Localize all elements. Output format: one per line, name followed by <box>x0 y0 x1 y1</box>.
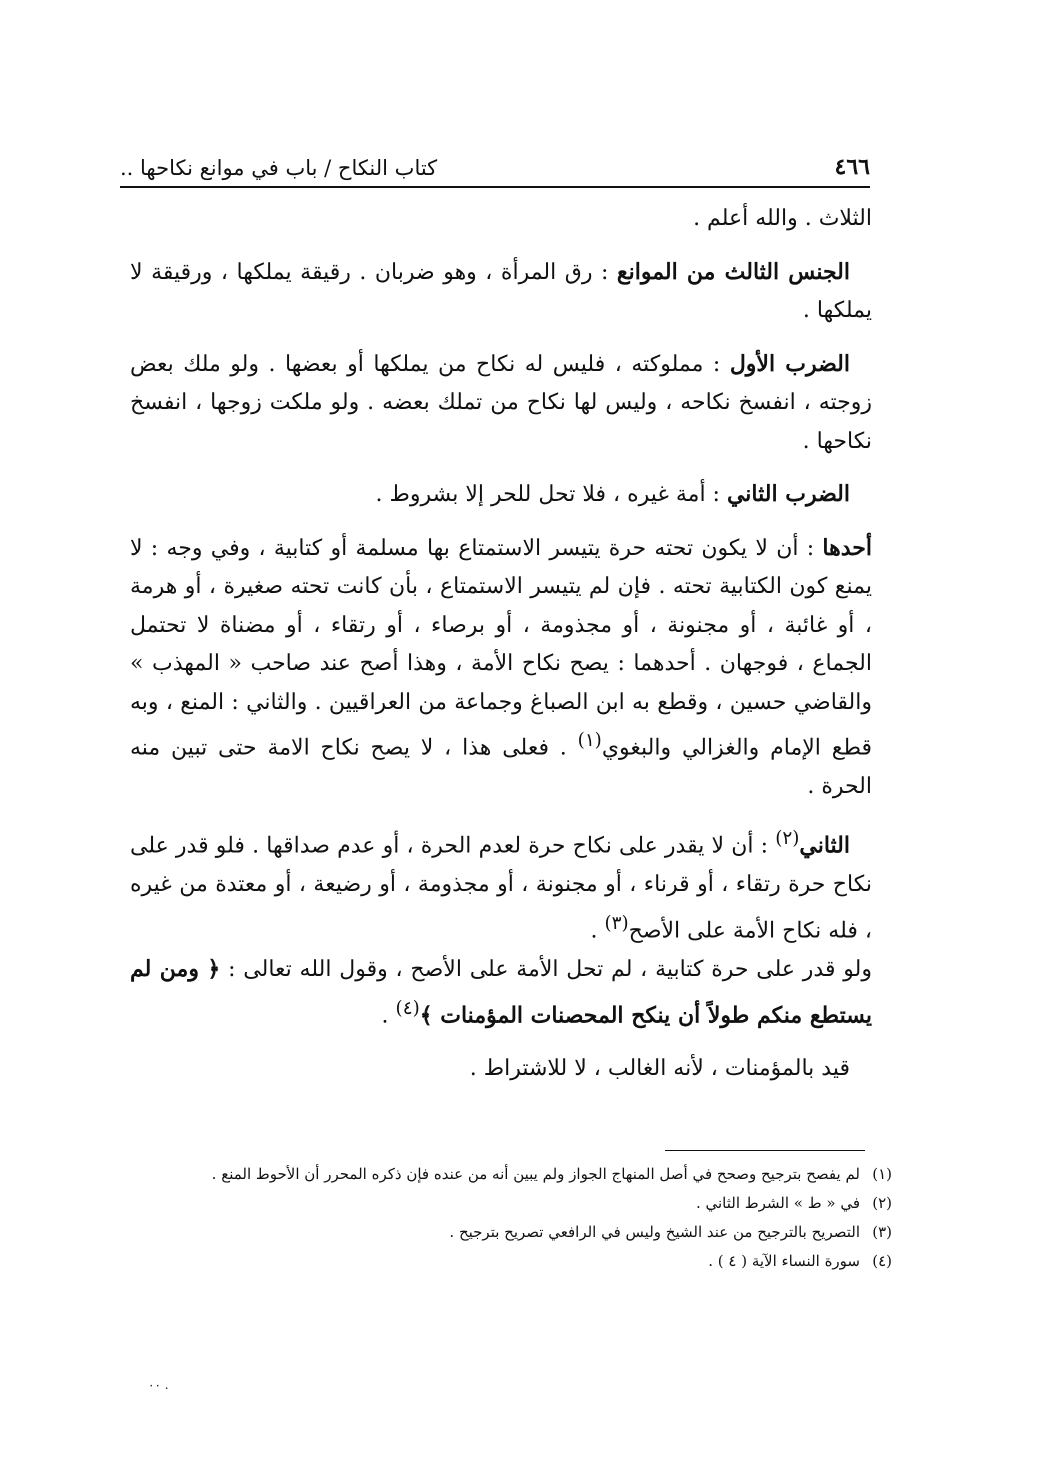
section-heading: الجنس الثالث من الموانع <box>616 258 850 285</box>
footnote <box>135 1191 892 1216</box>
footnote <box>135 1162 892 1187</box>
section-heading: الضرب الأول <box>729 350 850 377</box>
paragraph-text: . فعلى هذا ، لا يصح نكاح الامة حتى تبين منه الحرة . <box>130 735 872 799</box>
footnote-ref: (٢) <box>775 828 800 850</box>
paragraph-4 <box>130 475 872 515</box>
footnote-ref: (١) <box>577 730 602 751</box>
footnote <box>135 1249 892 1274</box>
paragraph-2 <box>130 253 872 331</box>
paragraph-text: : أن لا يكون تحته حرة يتيسر الاستمتاع بها مسلمة أو كتابية ، وفي وجه : لا يمنع كون الكتابية تحته . فإن لم يتيسر الاستمتاع ، بأن كانت تحته صغيرة ، أو هرمة ، أو غائبة ، أو مجنونة ، أو مجذومة ، أو برصاء ، أو رتقاء ، أو مضناة لا تحتمل الجماع ، فوجهان . أحدهما : يصح نكاح الأمة ، وهذا أصح عند صاحب « المهذب » والقاضي حسين ، وقطع به ابن الصباغ وجماعة من العراقيين . والثاني : المنع ، وبه قطع الإمام والغزالي والبغوي <box>130 535 873 761</box>
footnote <box>135 1220 892 1245</box>
footnote-ref: (٤) <box>395 997 420 1019</box>
paragraph-text: ولو قدر على حرة كتابية ، لم تحل الأمة على الأصح ، وقول الله تعالى : <box>220 957 872 983</box>
footnote-text: التصريح بالترجيح من عند الشيخ وليس في الرافعي تصريح بترجيح . <box>449 1223 860 1241</box>
quran-verse: ﴿ ومن لم يستطع منكم طولاً أن ينكح المحصنات المؤمنات ﴾ <box>130 956 872 1029</box>
footnote-number: (٢) <box>872 1194 892 1212</box>
paragraph-8: قيد بالمؤمنات ، لأنه الغالب ، لا للاشتراط . <box>469 1055 850 1081</box>
paragraph-7 <box>130 950 872 1035</box>
running-title: كتاب النكاح / باب في موانع نكاحها .. <box>120 156 438 180</box>
paragraph-text: : أن لا يقدر على نكاح حرة لعدم الحرة ، أو عدم صداقها . فلو قدر على نكاح حرة رتقاء ، أو قرناء ، أو مجنونة ، أو مجذومة ، أو رضيعة ، أو معتدة من غيره ، فله نكاح الأمة على الأصح <box>130 833 872 943</box>
paragraph-text: . <box>381 1003 396 1029</box>
page-header <box>120 140 870 188</box>
page-number: ٤٦٦ <box>834 154 870 180</box>
footnote-text: سورة النساء الآية ( ٤ ) . <box>708 1252 860 1270</box>
section-heading: أحدها <box>822 534 872 561</box>
section-heading: الثاني <box>799 832 850 859</box>
footnote-number: (١) <box>872 1165 892 1183</box>
footnote-text: في « ط » الشرط الثاني . <box>695 1194 860 1212</box>
paragraph-text: . <box>590 917 605 943</box>
paragraph-text: : مملوكته ، فليس له نكاح من يملكها أو بعضها . ولو ملك بعض زوجته ، انفسخ نكاحه ، وليس لها نكاح من تملك بعضه . ولو ملكت زوجها ، انفسخ نكاحها . <box>130 351 872 454</box>
paragraph-5 <box>130 529 872 807</box>
footnote-separator <box>665 1150 865 1151</box>
paragraph-3 <box>130 345 872 462</box>
footnote-text: لم يفصح بترجيح وصحح في أصل المنهاج الجواز ولم يبين أنه من عنده فإن ذكره المحرر أن الأحوط المنع . <box>211 1165 860 1183</box>
paragraph-6 <box>130 820 872 950</box>
main-text <box>130 200 872 1102</box>
paragraph-text: : رق المرأة ، وهو ضربان . رقيقة يملكها ، ورقيقة لا يملكها . <box>130 259 872 323</box>
footnote-number: (٤) <box>872 1252 892 1270</box>
footnotes <box>135 1162 892 1278</box>
bottom-mark: ٠٠ . <box>148 1378 169 1392</box>
footnote-number: (٣) <box>872 1223 892 1241</box>
footnote-ref: (٣) <box>604 912 629 934</box>
paragraph-1: الثلاث . والله أعلم . <box>693 206 872 231</box>
section-heading: الضرب الثاني <box>726 481 850 507</box>
paragraph-text: : أمة غيره ، فلا تحل للحر إلا بشروط . <box>375 482 727 507</box>
